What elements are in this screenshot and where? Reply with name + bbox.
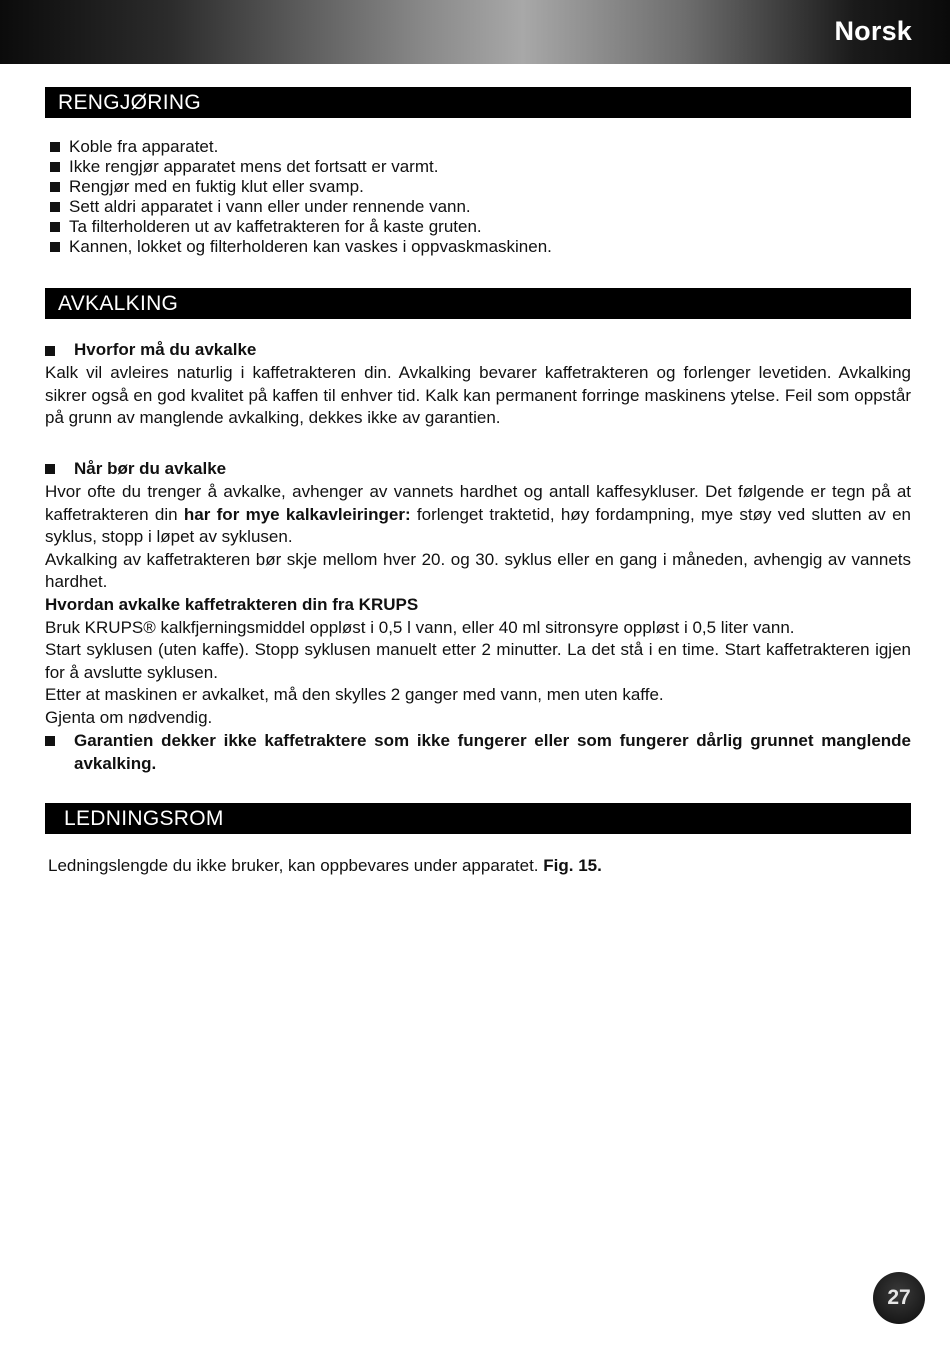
why-descale-text: Kalk vil avleires naturlig i kaffetrakteren din. Avkalking bevarer kaffetrakteren og forlenger levetiden. Avkalking sikrer også en god kvalitet på kaffen til enhver tid. Kalk kan permanent forringe maskinens ytelse. Feil som oppstår på grunn av manglende avkalking, dekkes ikke av garantien. [45,363,911,428]
cord-storage-text: Ledningslengde du ikke bruker, kan oppbevares under apparatet. Fig. 15. [48,856,602,875]
how-descale-step: Etter at maskinen er avkalket, må den skylles 2 ganger med vann, men uten kaffe. [45,685,664,705]
square-bullet-icon [45,346,55,356]
square-bullet-icon [50,202,60,212]
how-descale-step: Gjenta om nødvendig. [45,707,213,727]
section-title-cord-storage: LEDNINGSROM [45,803,911,834]
when-descale-body [45,481,911,730]
list-item: Sett aldri apparatet i vann eller under rennende vann. [50,197,552,217]
why-descale-heading: Hvorfor må du avkalke [74,340,257,359]
square-bullet-icon [50,242,60,252]
language-label: Norsk [834,16,912,46]
list-item: Koble fra apparatet. [50,137,552,157]
page-number-badge: 27 [873,1272,925,1324]
square-bullet-icon [50,182,60,192]
list-item: Ta filterholderen ut av kaffetrakteren for å kaste gruten. [50,217,552,237]
how-descale-step: Bruk KRUPS® kalkfjerningsmiddel oppløst i 0,5 l vann, eller 40 ml sitronsyre oppløst i 0,5 liter vann. [45,617,795,637]
square-bullet-icon [45,464,55,474]
square-bullet-icon [50,162,60,172]
figure-reference: Fig. 15. [543,856,602,875]
square-bullet-icon [45,736,55,746]
list-item: Ikke rengjør apparatet mens det fortsatt er varmt. [50,157,552,177]
list-item: Kannen, lokket og filterholderen kan vaskes i oppvaskmaskinen. [50,237,552,257]
how-descale-step: Start syklusen (uten kaffe). Stopp syklusen manuelt etter 2 minutter. La det stå i en time. Start kaffetrakteren igjen for å avslutte syklusen. [45,640,911,682]
when-descale-text: Hvor ofte du trenger å avkalke, avhenger av vannets hardhet og antall kaffesykluser. Det følgende er tegn på at kaffetrakteren din har for mye kalkavleiringer: forlenget traktetid, høy fordampning, mye støy ved slutten av en syklus, stopp i løpet av syklusen. [45,482,911,547]
cleaning-list [50,137,552,257]
warranty-note: Garantien dekker ikke kaffetraktere som ikke fungerer eller som fungerer dårlig grunnet manglende avkalking. [74,731,911,773]
section-title-cleaning: RENGJØRING [45,87,911,118]
descale-frequency-text: Avkalking av kaffetrakteren bør skje mellom hver 20. og 30. syklus eller en gang i måneden, avhengig av vannets hardhet. [45,549,911,592]
when-descale-heading: Når bør du avkalke [74,459,227,478]
list-item: Rengjør med en fuktig klut eller svamp. [50,177,552,197]
section-title-descaling: AVKALKING [45,288,911,319]
how-descale-heading: Hvordan avkalke kaffetrakteren din fra KRUPS [45,594,419,614]
square-bullet-icon [50,222,60,232]
header-bar [0,0,950,64]
square-bullet-icon [50,142,60,152]
